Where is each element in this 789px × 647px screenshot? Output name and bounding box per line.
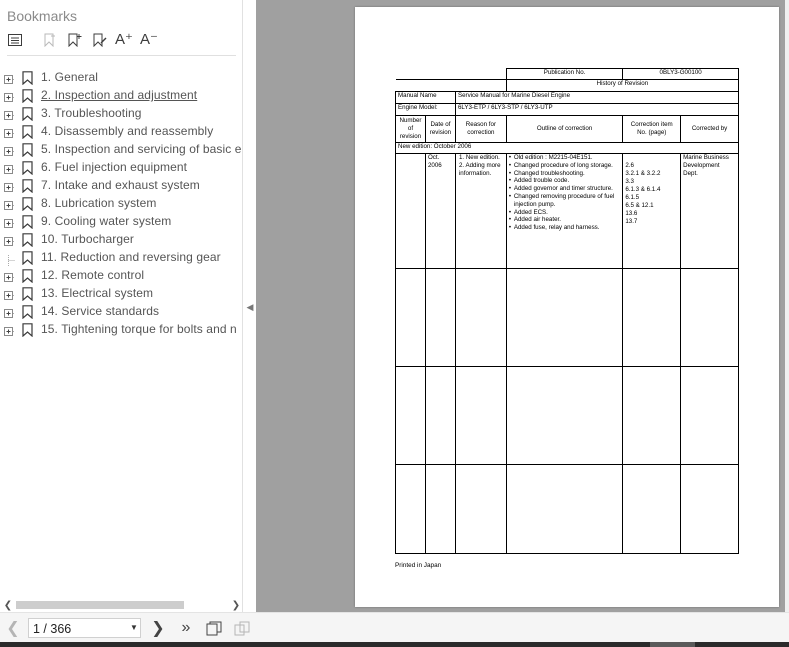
correction-item: 6.1.5 [625,194,640,201]
header-reason: Reason for correction [455,116,506,143]
bookmark-label: 8. Lubrication system [41,196,157,210]
bookmark-item[interactable] [0,177,243,195]
outline-item: • Added governor and timer structure. [509,185,620,193]
header-outline: Outline of correction [506,116,622,143]
bookmark-icon [22,251,35,265]
outline-item: • Changed troubleshooting. [509,170,620,178]
bookmark-item[interactable] [0,213,243,231]
publication-label: Publication No. [506,69,622,80]
horizontal-scrollbar[interactable] [0,598,243,612]
bookmark-icon [22,143,35,157]
bookmark-item[interactable] [0,249,243,267]
history-title: History of Revision [506,80,738,92]
previous-page-icon[interactable]: ❮ [6,620,20,637]
bookmark-label: 13. Electrical system [41,286,154,300]
bookmark-icon [22,269,35,283]
outline-item: • Changed removing procedure of fuel injection pump. [509,193,620,209]
bookmark-icon [22,305,35,319]
header-date: Date of revision [425,116,455,143]
bookmark-icon [22,197,35,211]
bookmark-item[interactable] [0,303,243,321]
expand-plus-icon[interactable] [4,163,15,174]
bookmark-label: 3. Troubleshooting [41,106,142,120]
blank-cell [396,80,507,92]
bookmark-item[interactable] [0,267,243,285]
bookmark-label: 14. Service standards [41,304,160,318]
expand-plus-icon[interactable] [4,235,15,246]
correction-item: 3.3 [625,178,634,185]
bookmark-icon [22,161,35,175]
expand-plus-icon[interactable] [4,145,15,156]
bookmark-label: 9. Cooling water system [41,214,172,228]
scrollbar-thumb[interactable] [16,601,184,609]
bookmark-icon [22,89,35,103]
navigation-bar [0,612,789,642]
bookmark-icon [22,287,35,301]
bookmark-icon [22,179,35,193]
bookmark-options-icon[interactable] [5,30,25,50]
bookmarks-panel [0,0,243,612]
increase-font-icon[interactable]: A⁺ [115,31,133,48]
bookmark-item[interactable] [0,123,243,141]
edit-bookmark-icon[interactable] [90,30,110,50]
bookmark-icon [22,323,35,337]
vertical-scrollbar[interactable] [785,0,789,612]
expand-plus-icon[interactable] [4,271,15,282]
correction-item: 6.1.3 & 6.1.4 [625,186,661,193]
facing-pages-icon[interactable] [232,618,252,638]
entry-reasons [455,154,506,269]
expand-plus-icon[interactable] [4,109,15,120]
scroll-right-icon[interactable]: ❯ [231,599,241,611]
bookmark-item[interactable] [0,159,243,177]
entry-items [623,154,681,269]
bookmark-item[interactable] [0,195,243,213]
add-bookmark-icon[interactable] [65,30,85,50]
expand-plus-icon[interactable] [4,73,15,84]
bookmark-label: 11. Reduction and reversing gear [41,250,221,264]
blank-cell [396,69,507,80]
bookmark-icon [22,71,35,85]
bookmark-label: 4. Disassembly and reassembly [41,124,214,138]
entry-date: Oct. 2006 [425,154,455,269]
expand-plus-icon[interactable] [4,217,15,228]
printed-note: Printed in Japan [395,562,442,569]
expand-plus-icon[interactable] [4,289,15,300]
correction-item: 2.6 [625,162,634,169]
manual-name-value: Service Manual for Marine Diesel Engine [455,92,738,104]
header-number: Number of revision [396,116,426,143]
publication-value: 0BLY3-G00100 [623,69,739,80]
correction-item [625,154,678,162]
expand-plus-icon[interactable] [4,325,15,336]
bookmark-item[interactable] [0,69,243,87]
engine-model-value: 6LY3-ETP / 6LY3-STP / 6LY3-UTP [455,104,738,116]
bookmark-item[interactable] [0,105,243,123]
bookmark-icon [22,233,35,247]
next-page-icon[interactable]: ❯ [151,620,165,637]
correction-item: 13.7 [625,218,638,225]
entry-corrected-by: Marine Business Development Dept. [681,154,739,269]
toolbar-divider [7,55,236,56]
entry-number [396,154,426,269]
page-number-input[interactable] [33,621,123,636]
outline-item: • Old edition : M2215-04E151. [509,154,620,162]
decrease-font-icon[interactable]: A⁻ [140,31,158,48]
last-page-icon[interactable]: » [181,619,191,636]
scroll-left-icon[interactable]: ❮ [3,599,13,611]
document-page [355,7,779,607]
reason-item: 1. New edition. [458,154,500,161]
panel-title: Bookmarks [7,8,78,24]
expand-plus-icon[interactable] [4,91,15,102]
engine-model-label: Engine Model: [396,104,456,116]
taskbar-highlight [650,642,695,647]
expand-plus-icon[interactable] [4,199,15,210]
manual-name-label: Manual Name [396,92,456,104]
document-viewer[interactable] [256,0,789,612]
outline-item: • Changed procedure of long storage. [509,162,620,170]
page-number-box[interactable] [28,618,141,638]
collapse-panel-icon[interactable]: ◀ [246,301,254,312]
bookmark-label: 2. Inspection and adjustment [41,88,198,102]
bookmark-icon [22,215,35,229]
entry-outline [506,154,622,269]
expand-plus-icon[interactable] [4,307,15,318]
correction-item: 6.5 & 12.1 [625,202,654,209]
bookmark-label: 5. Inspection and servicing of basic e [41,142,242,156]
page-view-icon[interactable] [204,618,224,638]
bookmarks-toolbar [0,30,243,52]
bookmark-item[interactable] [0,321,243,339]
tree-line-icon [4,253,15,264]
bookmark-label: 15. Tightening torque for bolts and n [41,322,237,336]
revision-table [395,68,739,554]
outline-item: • Added trouble code. [509,177,620,185]
outline-item: • Added ECS. [509,209,620,217]
bookmark-label: 12. Remote control [41,268,145,282]
bookmark-item[interactable] [0,285,243,303]
bookmark-item[interactable] [0,231,243,249]
bookmark-icon [22,107,35,121]
bookmark-label: 7. Intake and exhaust system [41,178,200,192]
bookmark-label: 10. Turbocharger [41,232,134,246]
empty-cell [396,269,426,367]
bookmark-label: 1. General [41,70,99,84]
header-item: Correction item No. (page) [623,116,681,143]
outline-item: • Added fuse, relay and harness. [509,224,620,232]
bookmark-label: 6. Fuel injection equipment [41,160,188,174]
page-dropdown-icon[interactable]: ▼ [130,623,138,632]
expand-plus-icon[interactable] [4,181,15,192]
correction-item: 3.2.1 & 3.2.2 [625,170,661,177]
header-corrected-by: Corrected by [681,116,739,143]
bookmark-flag-icon[interactable] [40,30,60,50]
reason-item: 2. Adding more information. [458,161,501,177]
expand-plus-icon[interactable] [4,127,15,138]
bookmark-item[interactable] [0,141,243,159]
empty-cell [396,367,426,465]
outline-item: • Added air heater. [509,216,620,224]
correction-item: 13.6 [625,210,638,217]
bookmark-item[interactable] [0,87,243,105]
bookmark-icon [22,125,35,139]
new-edition-row: New edition: October 2006 [396,143,739,154]
empty-cell [396,465,426,554]
